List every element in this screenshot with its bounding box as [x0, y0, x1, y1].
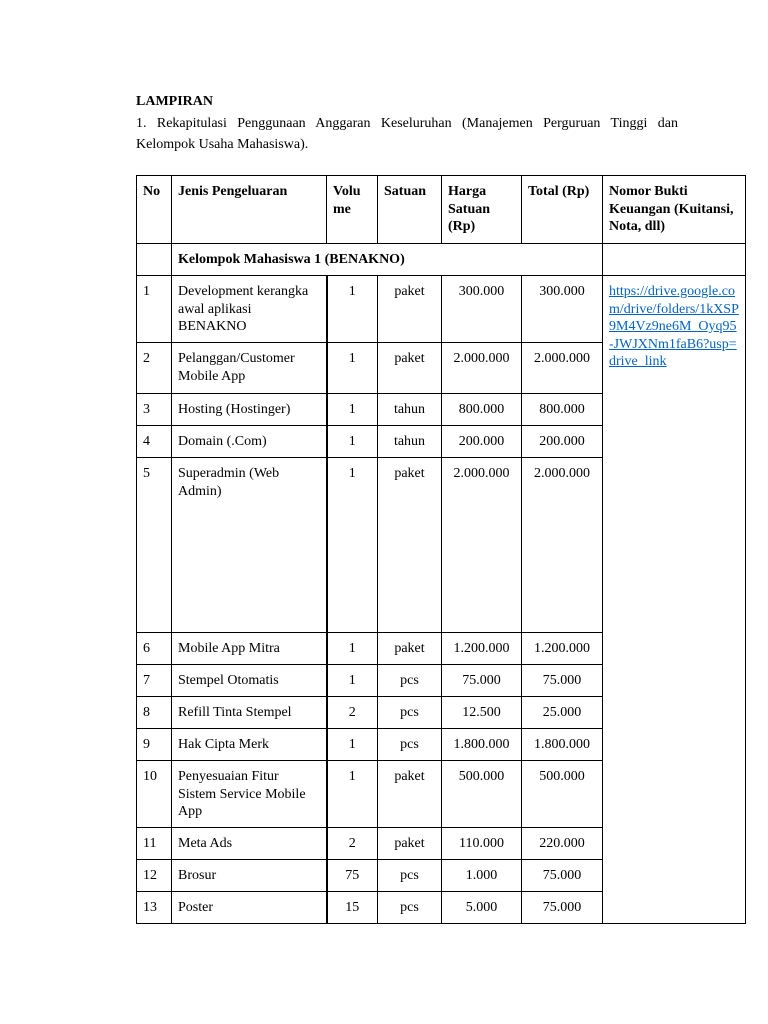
row-unit: paket — [378, 343, 442, 394]
row-total: 75.000 — [522, 860, 603, 892]
row-volume: 2 — [327, 697, 378, 729]
row-item: Refill Tinta Stempel — [172, 697, 327, 729]
row-total: 75.000 — [522, 892, 603, 924]
row-unit: pcs — [378, 697, 442, 729]
row-price: 2.000.000 — [442, 458, 522, 633]
row-unit: paket — [378, 828, 442, 860]
budget-table — [136, 175, 746, 924]
row-item: Mobile App Mitra — [172, 633, 327, 665]
row-item: Superadmin (Web Admin) — [172, 458, 327, 633]
row-price: 110.000 — [442, 828, 522, 860]
group-empty-cell — [137, 244, 172, 276]
row-price: 800.000 — [442, 394, 522, 426]
row-total: 75.000 — [522, 665, 603, 697]
row-item: Development kerangka awal aplikasi BENAKNO — [172, 276, 327, 343]
row-volume: 1 — [327, 458, 378, 633]
row-item: Brosur — [172, 860, 327, 892]
row-total: 2.000.000 — [522, 458, 603, 633]
row-volume: 75 — [327, 860, 378, 892]
row-item: Poster — [172, 892, 327, 924]
row-item: Pelanggan/Customer Mobile App — [172, 343, 327, 394]
intro-paragraph: 1. Rekapitulasi Penggunaan Anggaran Keseluruhan (Manajemen Perguruan Tinggi dan Kelompok Usaha Mahasiswa). — [136, 116, 678, 152]
row-price: 1.000 — [442, 860, 522, 892]
row-no: 12 — [137, 860, 172, 892]
row-item: Stempel Otomatis — [172, 665, 327, 697]
row-no: 11 — [137, 828, 172, 860]
row-no: 8 — [137, 697, 172, 729]
row-unit: paket — [378, 276, 442, 343]
row-no: 6 — [137, 633, 172, 665]
row-no: 13 — [137, 892, 172, 924]
header-item: Jenis Pengeluaran — [172, 176, 327, 244]
row-total: 800.000 — [522, 394, 603, 426]
row-price: 300.000 — [442, 276, 522, 343]
row-price: 5.000 — [442, 892, 522, 924]
row-total: 25.000 — [522, 697, 603, 729]
row-price: 12.500 — [442, 697, 522, 729]
group-proof-cell — [603, 244, 746, 276]
page-heading: LAMPIRAN — [136, 94, 213, 109]
row-no: 7 — [137, 665, 172, 697]
row-item: Penyesuaian Fitur Sistem Service Mobile App — [172, 761, 327, 828]
row-item: Hosting (Hostinger) — [172, 394, 327, 426]
row-unit: paket — [378, 633, 442, 665]
row-item: Hak Cipta Merk — [172, 729, 327, 761]
row-no: 1 — [137, 276, 172, 343]
row-volume: 1 — [327, 426, 378, 458]
table-row — [137, 276, 746, 343]
row-unit: tahun — [378, 394, 442, 426]
row-price: 500.000 — [442, 761, 522, 828]
header-total: Total (Rp) — [522, 176, 603, 244]
row-unit: pcs — [378, 860, 442, 892]
row-no: 10 — [137, 761, 172, 828]
row-volume: 1 — [327, 343, 378, 394]
row-total: 300.000 — [522, 276, 603, 343]
row-volume: 1 — [327, 394, 378, 426]
header-proof: Nomor Bukti Keuangan (Kuitansi, Nota, dll) — [603, 176, 746, 244]
row-price: 2.000.000 — [442, 343, 522, 394]
group-label: Kelompok Mahasiswa 1 (BENAKNO) — [172, 244, 603, 276]
row-total: 200.000 — [522, 426, 603, 458]
group-row — [137, 244, 746, 276]
row-total: 2.000.000 — [522, 343, 603, 394]
row-item: Domain (.Com) — [172, 426, 327, 458]
row-volume: 15 — [327, 892, 378, 924]
header-price: Harga Satuan (Rp) — [442, 176, 522, 244]
row-total: 1.200.000 — [522, 633, 603, 665]
row-volume: 1 — [327, 729, 378, 761]
row-unit: pcs — [378, 665, 442, 697]
row-total: 500.000 — [522, 761, 603, 828]
row-no: 3 — [137, 394, 172, 426]
row-volume: 2 — [327, 828, 378, 860]
table-header-row — [137, 176, 746, 244]
row-unit: tahun — [378, 426, 442, 458]
row-no: 2 — [137, 343, 172, 394]
row-price: 200.000 — [442, 426, 522, 458]
row-total: 1.800.000 — [522, 729, 603, 761]
header-volume: Volu me — [327, 176, 378, 244]
row-unit: pcs — [378, 729, 442, 761]
row-total: 220.000 — [522, 828, 603, 860]
proof-cell — [603, 276, 746, 924]
row-price: 1.200.000 — [442, 633, 522, 665]
row-price: 1.800.000 — [442, 729, 522, 761]
row-volume: 1 — [327, 633, 378, 665]
row-no: 9 — [137, 729, 172, 761]
row-volume: 1 — [327, 761, 378, 828]
row-volume: 1 — [327, 276, 378, 343]
header-no: No — [137, 176, 172, 244]
header-unit: Satuan — [378, 176, 442, 244]
row-unit: paket — [378, 761, 442, 828]
proof-link[interactable]: https://drive.google.com/drive/folders/1kXSP9M4Vz9ne6M_Oyq95-JWJXNm1faB6?usp=drive_link — [609, 284, 739, 369]
row-volume: 1 — [327, 665, 378, 697]
row-unit: paket — [378, 458, 442, 633]
row-price: 75.000 — [442, 665, 522, 697]
row-no: 5 — [137, 458, 172, 633]
row-unit: pcs — [378, 892, 442, 924]
row-item: Meta Ads — [172, 828, 327, 860]
row-no: 4 — [137, 426, 172, 458]
